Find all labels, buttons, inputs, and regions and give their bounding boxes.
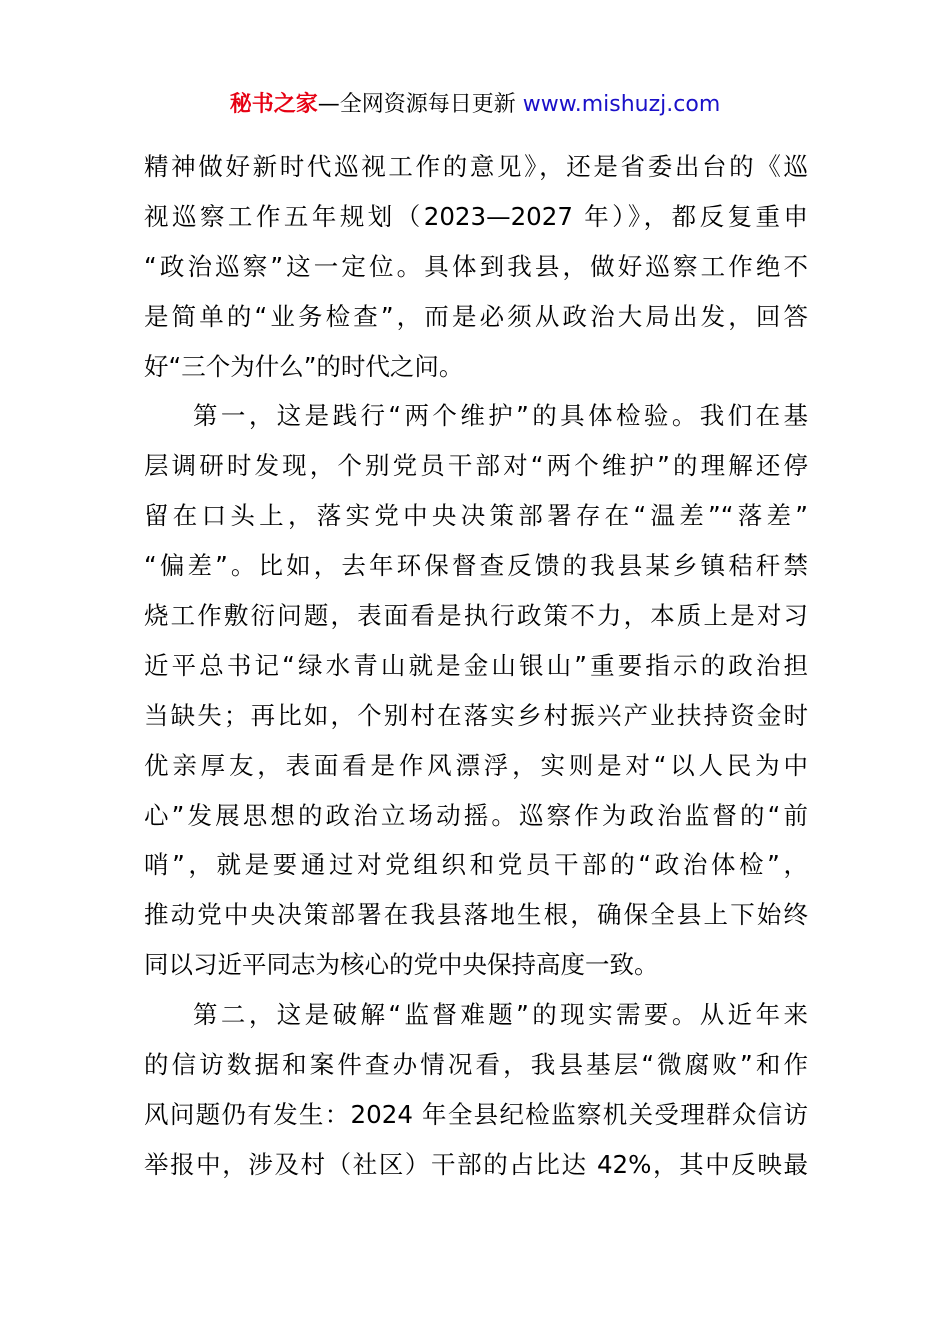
site-tagline: —全网资源每日更新	[317, 92, 523, 117]
text-line: “偏差”。比如，去年环保督查反馈的我县某乡镇秸秆禁	[144, 551, 808, 581]
text-line: 风问题仍有发生：2024 年全县纪检监察机关受理群众信访	[144, 1099, 808, 1129]
text-line: 推动党中央决策部署在我县落地生根，确保全县上下始终	[144, 900, 808, 930]
text-line: 层调研时发现，个别党员干部对“两个维护”的理解还停	[144, 451, 808, 481]
text-line: 近平总书记“绿水青山就是金山银山”重要指示的政治担	[144, 650, 808, 680]
text-line: 优亲厚友，表面看是作风漂浮，实则是对“以人民为中	[144, 750, 808, 780]
text-line: 当缺失；再比如，个别村在落实乡村振兴产业扶持资金时	[144, 700, 808, 730]
text-line: 心”发展思想的政治立场动摇。巡察作为政治监督的“前	[144, 800, 808, 830]
text-line: 同以习近平同志为核心的党中央保持高度一致。	[144, 950, 659, 980]
paragraph-first-line: 第二，这是破解“监督难题”的现实需要。从近年来	[193, 1000, 808, 1030]
site-brand: 秘书之家	[229, 92, 318, 117]
text-line: 烧工作敷衍问题，表面看是执行政策不力，本质上是对习	[144, 601, 808, 631]
text-line: “政治巡察”这一定位。具体到我县，做好巡察工作绝不	[144, 251, 808, 281]
text-line: 举报中，涉及村（社区）干部的占比达 42%，其中反映最	[144, 1149, 808, 1179]
text-line: 的信访数据和案件查办情况看，我县基层“微腐败”和作	[144, 1050, 808, 1080]
text-line: 哨”，就是要通过对党组织和党员干部的“政治体检”，	[144, 850, 808, 880]
text-line: 精神做好新时代巡视工作的意见》，还是省委出台的《巡	[144, 152, 808, 181]
text-line: 好“三个为什么”的时代之问。	[144, 351, 464, 381]
site-url[interactable]: www.mishuzj.com	[522, 92, 721, 117]
text-line: 留在口头上，落实党中央决策部署存在“温差”“落差”	[144, 501, 808, 531]
text-line: 是简单的“业务检查”，而是必须从政治大局出发，回答	[144, 301, 808, 331]
text-line: 视巡察工作五年规划（2023—2027 年）》，都反复重申	[144, 201, 808, 231]
document-body	[144, 142, 808, 1190]
site-header	[0, 88, 950, 122]
paragraph-first-line: 第一，这是践行“两个维护”的具体检验。我们在基	[193, 401, 808, 431]
